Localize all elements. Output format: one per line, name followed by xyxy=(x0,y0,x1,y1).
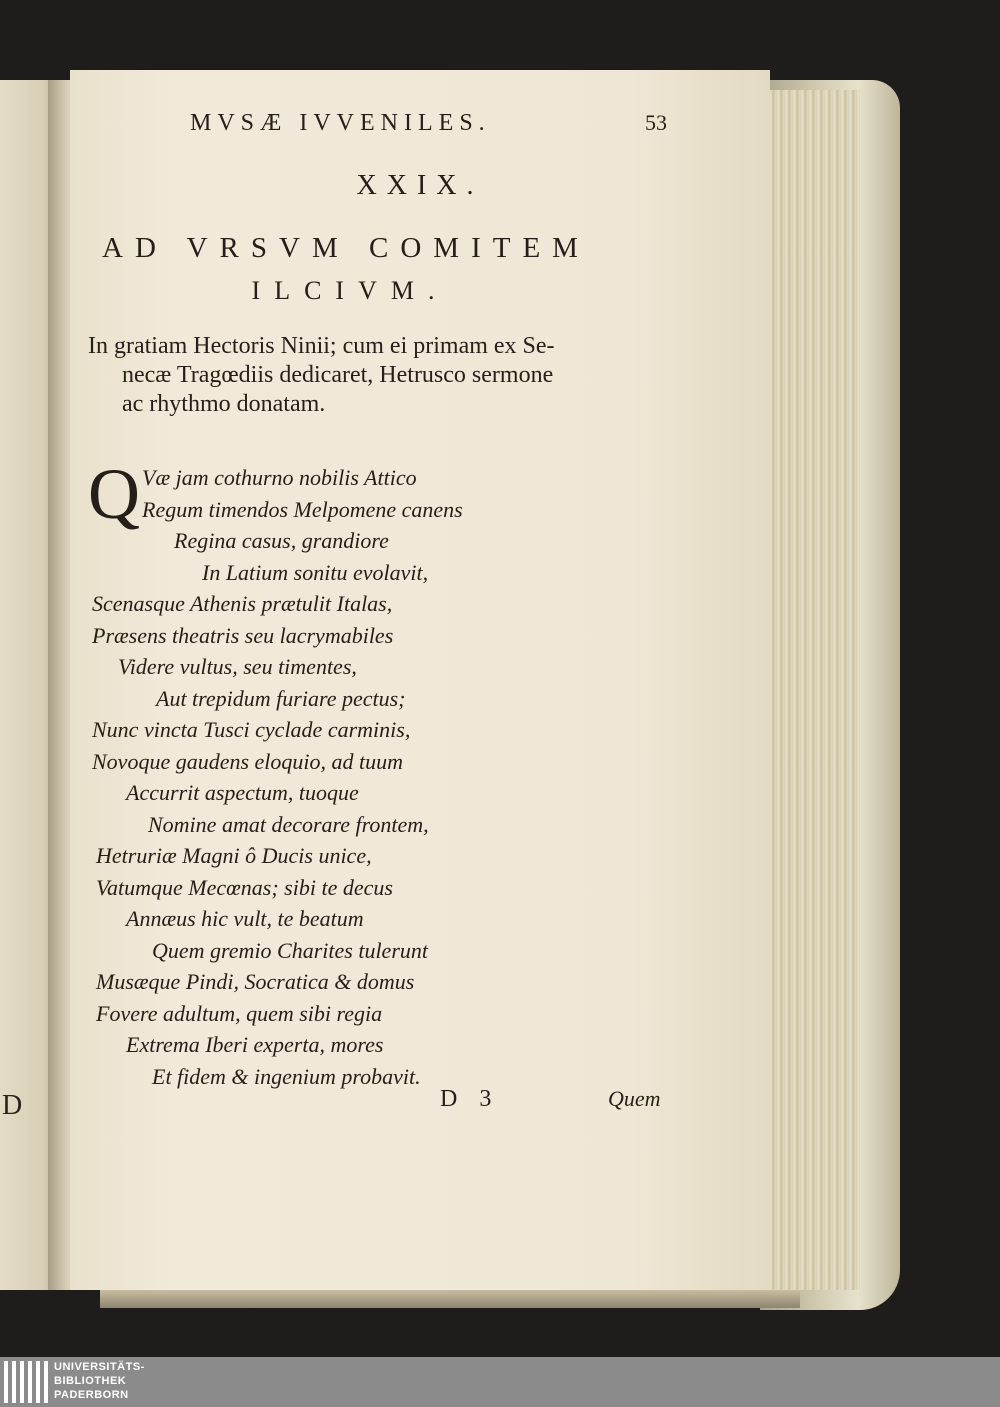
poem-number: XXIX. xyxy=(356,170,484,201)
dedication-line: ac rhythmo donatam. xyxy=(122,391,326,417)
poem-body xyxy=(88,454,690,1092)
poem-line: In Latium sonitu evolavit, xyxy=(202,559,429,585)
poem-line: Regum timendos Melpomene canens xyxy=(142,496,463,522)
drop-cap: Q xyxy=(88,454,140,534)
poem-line: Væ jam cothurno nobilis Attico xyxy=(142,465,417,490)
book xyxy=(0,70,900,1310)
poem-line: Annæus hic vult, te beatum xyxy=(126,906,364,931)
poem-line: Nomine amat decorare frontem, xyxy=(148,811,429,837)
poem-line: Accurrit aspectum, tuoque xyxy=(126,780,359,805)
poem-line: Regina casus, grandiore xyxy=(174,528,389,553)
library-logo-icon xyxy=(4,1361,48,1403)
library-footer xyxy=(0,1357,1000,1407)
poem-line: Extrema Iberi experta, mores xyxy=(126,1032,384,1057)
poem-line: Hetruriæ Magni ô Ducis unice, xyxy=(96,843,372,868)
signature-mark: D 3 xyxy=(440,1086,500,1112)
running-head: MVSÆ IVVENILES. xyxy=(190,110,491,136)
poem-line: Novoque gaudens eloquio, ad tuum xyxy=(92,748,404,774)
poem-line: Vatumque Mecœnas; sibi te decus xyxy=(96,874,393,900)
poem-line: Et fidem & ingenium probavit. xyxy=(152,1063,421,1089)
poem-title-line1: AD VRSVM COMITEM xyxy=(102,232,590,264)
page-bottom-edge xyxy=(100,1290,800,1308)
logo-line: PADERBORN xyxy=(54,1389,129,1401)
dedication xyxy=(88,332,678,419)
poem-line: Præsens theatris seu lacrymabiles xyxy=(92,622,394,648)
poem-line: Musæque Pindi, Socratica & domus xyxy=(96,969,415,994)
poem-line: Quem gremio Charites tulerunt xyxy=(152,937,428,963)
page-stack xyxy=(760,90,860,1290)
logo-line: UNIVERSITÄTS- xyxy=(54,1361,145,1373)
page-number: 53 xyxy=(645,110,667,135)
poem-line: Nunc vincta Tusci cyclade carminis, xyxy=(92,717,411,742)
library-logo-text xyxy=(54,1360,145,1402)
poem-line: Videre vultus, seu timentes, xyxy=(118,654,357,679)
right-page xyxy=(70,70,770,1290)
left-page-signature: D xyxy=(2,1090,23,1121)
poem-line: Fovere adultum, quem sibi regia xyxy=(96,1000,383,1026)
poem-line: Scenasque Athenis prætulit Italas, xyxy=(92,591,393,616)
poem-title-line2: ILCIVM. xyxy=(251,276,449,305)
logo-line: BIBLIOTHEK xyxy=(54,1375,127,1387)
dedication-line: necæ Tragœdiis dedicaret, Hetrusco sermone xyxy=(122,362,554,388)
catchword: Quem xyxy=(608,1086,661,1111)
poem-line: Aut trepidum furiare pectus; xyxy=(156,685,406,711)
dedication-line: In gratiam Hectoris Ninii; cum ei primam ex Se- xyxy=(88,333,555,359)
